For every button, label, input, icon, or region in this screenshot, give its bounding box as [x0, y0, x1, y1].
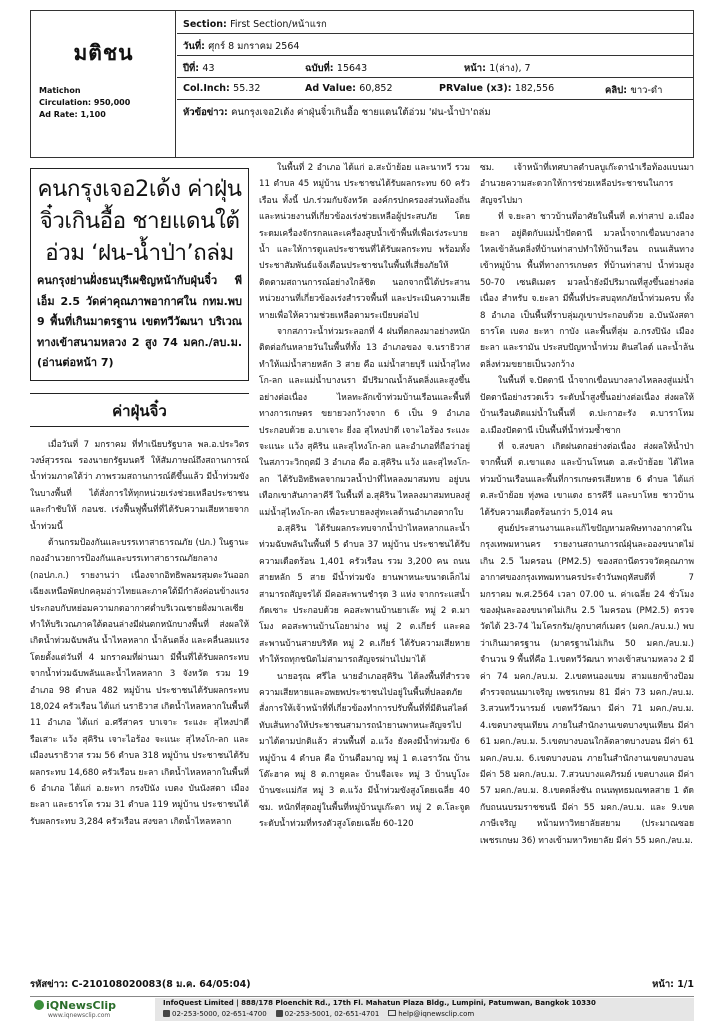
news-id	[30, 977, 251, 992]
date-label: วันที่:	[183, 41, 205, 52]
year-label: ปีที่:	[183, 63, 200, 74]
subhead: ค่าฝุ่นจิ๋ว	[112, 401, 167, 420]
brand-name: iQNewsClip	[46, 999, 116, 1012]
clip-row	[605, 83, 662, 98]
topic-label: หัวข้อข่าว:	[183, 107, 228, 118]
paragraph: จากสภาวะน้ำท่วมระลอกที่ 4 ฝนที่ตกลงมาอย่างหนักติดต่อกันหลายวันในพื้นที่ทั้ง 13 อำเภอของ จ.นราธิวาส ทำให้แม่น้ำสายหลัก 3 สาย คือ แม่น้ำสายบุรี แม่น้ำสุไหงโก-ลก และแม่น้ำบางนรา มีปริมาณน้ำล้นตลิ่งและสูงขึ้นอย่างต่อเนื่อง ไหลทะลักเข้าท่วมบ้านเรือนและพื้นที่ทางการเกษตร ขยายวงกว้างจาก 6 เป็น 9 อำเภอ ประกอบด้วย อ.บาเจาะ ยี่งอ สุไหงปาดี เจาะไอร้อง ระแงะ จะแนะ แว้ง สุคิริน และสุไหงโก-ลก และอำเภอที่ถือว่าอยู่ในสภาวะวิกฤตมี 3 อำเภอ คือ อ.สุคิริน แว้ง และสุไหงโก-ลก ได้รับอิทธิพลจากมวลน้ำป่าที่ไหลลงมาสมทบ อยู่บนเทือกเขาสันกาลาคีรี ในพื้นที่ อ.สุคิริน ไหลลงมาสมทบลงสู่แม่น้ำสุไหงโก-ลก เพื่อระบายลงสู่ทะเลด้านอำเภอตากใบ	[259, 327, 470, 518]
issue-row	[183, 61, 215, 76]
paragraph: ด้านกรมป้องกันและบรรเทาสาธารณภัย (ปภ.) ในฐานะกองอำนวยการป้องกันและบรรเทาสาธารณภัยกลาง (กอปภ.ก.) รายงานว่า เนื่องจากอิทธิพลมรสุมตะวันออกเฉียงเหนือพัดปกคลุมอ่าวไทยและภาคใต้มีกำลังค่อนข้างแรง ประกอบกับหย่อมความกดอากาศต่ำบริเวณชายฝั่งมาเลเซีย ทำให้บริเวณภาคใต้ตอนล่างมีฝนตกหนักบางพื้นที่ ส่งผลให้เกิดน้ำท่วมฉับพลัน น้ำไหลหลาก น้ำล้นตลิ่ง และคลื่นลมแรง โดยตั้งแต่วันที่ 4 มกราคมที่ผ่านมา มีพื้นที่ได้รับผลกระทบจากน้ำท่วมฉับพลันและน้ำไหลหลาก 3 จังหวัด รวม 19 อำเภอ 98 ตำบล 482 หมู่บ้าน ประชาชนได้รับผลกระทบ 18,024 ครัวเรือน ได้แก่ นราธิวาส เกิดน้ำไหลหลากในพื้นที่ 11 อำเภอ ได้แก่ อ.ศรีสาคร บาเจาะ ระแงะ สุไหงปาดี รือเสาะ แว้ง สุคิริน เจาะไอร้อง จะแนะ สุไหงโก-ลก และเมืองนราธิวาส รวม 56 ตำบล 318 หมู่บ้าน ประชาชนได้รับผลกระทบ 14,680 ครัวเรือน ยะลา เกิดน้ำไหลหลากในพื้นที่ 6 อำเภอ ได้แก่ อ.ยะหา กรงปินัง เบตง บันนังสตา เมืองยะลา และธารโต รวม 31 ตำบล 119 หมู่บ้าน ประชาชนได้รับผลกระทบ 3,284 ครัวเรือน สงขลา เกิดน้ำไหลหลาก	[30, 537, 249, 827]
page-label: หน้า:	[464, 63, 486, 74]
paragraph: นายอรุณ ศรีไล นายอำเภอสุคิริน ได้ลงพื้นที่สำรวจความเสียหายและอพยพประชาชนไปอยู่ในพื้นที่ปลอดภัย สั่งการให้เจ้าหน้าที่ที่เกี่ยวข้องทำการปรับพื้นที่ที่มีดินสไลด์ทับเส้นทางให้ประชาชนสามารถนำยานพาหนะสัญจรไปมาได้ตามปกติแล้ว ส่วนพื้นที่ อ.แว้ง ยังคงมีน้ำท่วมขัง 6 หมู่บ้าน 4 ตำบล คือ บ้านตือมาญ หมู่ 1 ต.เอราวัณ บ้านโต๊ะฮาค หมู่ 8 ต.กายูคละ บ้านจือเจะ หมู่ 3 บ้านบูโงะ บ้านซะแม่กัส หมู่ 3 ต.แว้ง มีน้ำท่วมขังสูงโดยเฉลี่ย 40 ซม. หนักที่สุดอยู่ในพื้นที่หมู่บ้านบูเก๊ะตา หมู่ 2 ต.โละจูด ระดับน้ำท่วมที่ทรงตัวสูงโดยเฉลี่ย 60-120	[259, 671, 470, 830]
topic-value: คนกรุงเจอ2เด้ง ค่าฝุ่นจิ๋วเกินอื้อ ชายแดนใต้อ่วม 'ฝน-น้ำป่า'ถล่ม	[231, 107, 491, 118]
paragraph: ในพื้นที่ จ.ปัตตานี น้ำจากเขื่อนบางลางไหลลงสู่แม่น้ำปัตตานีอย่างรวดเร็ว ระดับน้ำสูงขึ้นอย่างต่อเนื่อง ส่งผลให้บ้านเรือนติดแม่น้ำในพื้นที่ ต.ปะกาฮะรัง ต.บาราโหม อ.เมืองปัตตานี เป็นพื้นที่น้ำท่วมซ้ำซาก	[480, 376, 694, 436]
date-row	[183, 39, 299, 54]
clip-value: ขาว-ดำ	[630, 85, 663, 96]
clip-reference	[30, 977, 694, 993]
brand-logo	[34, 999, 116, 1012]
date-value: ศุกร์ 8 มกราคม 2564	[208, 41, 300, 52]
prvalue-label: PRValue (x3):	[439, 83, 512, 94]
deck	[37, 271, 242, 374]
adval-value: 60,852	[359, 83, 393, 94]
article-column-2	[259, 160, 470, 972]
brand	[30, 999, 145, 1021]
clip-header	[30, 10, 694, 158]
topic-row	[183, 105, 491, 120]
section-value: First Section/หน้าแรก	[230, 19, 327, 30]
divider	[177, 99, 694, 100]
headline: คนกรุงเจอ2เด้ง ค่าฝุ่นจิ๋วเกินอื้อ ชายแดนใต้อ่วม ‘ฝน-น้ำป่า’ถล่ม	[37, 176, 242, 266]
colinch-value: 55.32	[233, 83, 261, 94]
publication-meta	[39, 85, 130, 121]
publication-name: Matichon	[39, 86, 81, 95]
page-count-label: หน้า:	[652, 979, 674, 990]
clip-details	[177, 11, 694, 157]
paragraph: ที่ จ.สงขลา เกิดฝนตกอย่างต่อเนื่อง ส่งผลให้น้ำป่าจากพื้นที่ ต.เขาแดง และบ้านโหนด อ.สะบ้าย้อย ได้ไหลท่วมบ้านเรือนและพื้นที่การเกษตรเสียหาย 6 ตำบล ได้แก่ ต.สะบ้าย้อย ทุ่งพอ เขาแดง ธารคีรี และบาโหย ชาวบ้านได้รับความเดือดร้อนกว่า 5,014 คน	[480, 441, 694, 518]
phone-icon	[163, 1010, 170, 1017]
section-label: Section:	[183, 19, 227, 30]
news-id-label: รหัสข่าว:	[30, 979, 69, 990]
divider	[177, 33, 694, 34]
article-column-3	[480, 160, 694, 972]
circulation: Circulation: 950,000	[39, 98, 131, 107]
phone-number: 02-253-5000, 02-651-4700	[172, 1010, 267, 1018]
contact-row	[163, 1009, 694, 1020]
paragraph: ในพื้นที่ 2 อำเภอ ได้แก่ อ.สะบ้าย้อย และนาทวี รวม 11 ตำบล 45 หมู่บ้าน ประชาชนได้รับผลกระทบ 60 ครัวเรือน ทั้งนี้ ปภ.ร่วมกับจังหวัด องค์กรปกครองส่วนท้องถิ่น และหน่วยงานที่เกี่ยวข้องเร่งช่วยเหลือผู้ประสบภัย โดยระดมเครื่องจักรกลและเครื่องสูบน้ำเข้าพื้นที่เพื่อเร่งระบายน้ำ และให้การดูแลประชาชนที่ได้รับผลกระทบ พร้อมทั้งประชาสัมพันธ์แจ้งเตือนประชาชนในพื้นที่เสี่ยงภัยให้ติดตามสถานการณ์อย่างใกล้ชิด นอกจากนี้ได้ประสานหน่วยงานที่เกี่ยวข้องเร่งสำรวจพื้นที่ และประเมินความเสียหายเพื่อให้ความช่วยเหลือตามระเบียบต่อไป	[259, 163, 470, 321]
footer	[30, 996, 694, 1022]
publication-box	[31, 11, 176, 157]
globe-icon	[34, 1000, 44, 1010]
page-count	[652, 977, 694, 992]
page-value: 1(ล่าง), 7	[489, 63, 531, 74]
issue-label: ฉบับที่:	[305, 63, 334, 74]
prvalue-row	[439, 83, 554, 94]
publication-logo: มติชน	[73, 40, 134, 65]
continued-link: (อ่านต่อหน้า 7)	[37, 356, 114, 369]
prvalue-value: 182,556	[514, 83, 555, 94]
divider	[177, 77, 694, 78]
adval-label: Ad Value:	[305, 83, 356, 94]
clip-label: คลิป:	[605, 85, 628, 96]
fax-number: 02-253-5001, 02-651-4701	[284, 1010, 380, 1018]
subhead-box	[30, 393, 249, 427]
ad-rate: Ad Rate: 1,100	[39, 110, 106, 119]
paragraph: ที่ จ.ยะลา ชาวบ้านที่อาศัยในพื้นที่ ต.ท่าสาป อ.เมืองยะลา อยู่ติดกับแม่น้ำปัตตานี มวลน้ำจากเขื่อนบางลาง ไหลเข้าล้นตลิ่งที่บ้านท่าสาปทำให้บ้านเรือน ถนนเส้นทางเข้าหมู่บ้าน พื้นที่ทางการเกษตร ที่บ้านท่าสาป น้ำท่วมสูง 50-70 เซนติเมตร มวลน้ำยังมีปริมาณที่สูงขึ้นอย่างต่อเนื่อง สำหรับ จ.ยะลา มีพื้นที่ประสบอุทกภัยน้ำท่วมครบ ทั้ง 8 อำเภอ เป็นพื้นที่ราบลุ่มภูเขาประกอบด้วย อ.บันนังสตา ธารโต เบตง ยะหา กาบัง และพื้นที่ลุ่ม อ.กรงปินัง เมืองยะลา และรามัน ประสบปัญหาน้ำท่วม ดินสไลด์ และน้ำล้นตลิ่งท่วมขยายเป็นวงกว้าง	[480, 212, 694, 370]
page-row	[464, 61, 531, 76]
fax-icon	[276, 1010, 283, 1017]
contact-bar	[155, 998, 694, 1021]
paragraph: อ.สุคิริน ได้รับผลกระทบจากน้ำป่าไหลหลากและน้ำท่วมฉับพลันในพื้นที่ 5 ตำบล 37 หมู่บ้าน ประชาชนได้รับความเดือดร้อน 1,401 ครัวเรือน รวม 3,200 คน ถนนสายหลัก 5 สาย มีน้ำท่วมขัง ยานพาหนะขนาดเล็กไม่สามารถสัญจรได้ มีคอสะพานชำรุด 3 แห่ง จากกระแสน้ำกัดเซาะ ประกอบด้วย คอสะพานบ้านยาเล๊ะ หมู่ 2 ต.มาโมง คอสะพานบ้านโอยาม่าง หมู่ 2 ต.เกียร์ และคอสะพานบ้านสายบริหัด หมู่ 2 ต.เกียร์ ได้รับความเสียหาย ทำให้รถทุกชนิดไม่สามารถสัญจรผ่านไปมาได้	[259, 523, 470, 666]
issue-number-row	[305, 61, 367, 76]
page-count-value: 1/1	[677, 979, 694, 990]
divider	[177, 55, 694, 56]
article	[30, 160, 694, 972]
issue-value: 15643	[336, 63, 368, 74]
company-address: InfoQuest Limited | 888/178 Ploenchit Rd., 17th Fl. Mahatun Plaza Bldg., Lumpini, Patumwan, Bangkok 10330	[163, 999, 596, 1007]
brand-url: www.iqnewsclip.com	[48, 1012, 111, 1019]
news-id-value: C-210108020083(8 ม.ค. 64/05:04)	[71, 979, 251, 990]
colinch-label: Col.Inch:	[183, 83, 230, 94]
article-column-1	[30, 160, 249, 972]
paragraph: ซม. เจ้าหน้าที่เทศบาลตำบลบูเก๊ะตานำเรือท้องแบนมาอำนวยความสะดวกให้การช่วยเหลือประชาชนในการสัญจรไปมา	[480, 163, 694, 206]
mail-icon	[388, 1010, 396, 1016]
email-address: help@iqnewsclip.com	[398, 1010, 475, 1018]
deck-text: คนกรุงย่านฝั่งธนบุรีเผชิญหน้ากับฝุ่นจิ๋ว พีเอ็ม 2.5 วัดค่าคุณภาพอากาศใน กทม.พบ 9 พื้นที่เกินมาตรฐาน เขตทวีวัฒนา บริเวณทางเข้าสนามหลวง 2 สูง 74 มคก./ลบ.ม.	[37, 274, 242, 349]
paragraph: ศูนย์ประสานงานและแก้ไขปัญหามลพิษทางอากาศในกรุงเทพมหานคร รายงานสถานการณ์ฝุ่นละอองขนาดไม่เกิน 2.5 ไมครอน (PM2.5) ของสถานีตรวจวัดคุณภาพอากาศของกรุงเทพมหานครประจำวันพฤหัสบดีที่ 7 มกราคม พ.ศ.2564 เวลา 07.00 น. ค่าเฉลี่ย 24 ชั่วโมงของฝุ่นละอองขนาดไม่เกิน 2.5 ไมครอน (PM2.5) ตรวจวัดได้ 23-74 ไมโครกรัม/ลูกบาศก์เมตร (มคก./ลบ.ม.) พบว่าเกินมาตรฐาน (มาตรฐานไม่เกิน 50 มคก./ลบ.ม.) จำนวน 9 พื้นที่คือ 1.เขตทวีวัฒนา ทางเข้าสนามหลวง 2 มีค่า 74 มคก./ลบ.ม. 2.เขตหนองแขม สามแยกข้างป้อมตำรวจถนนมาเจริญ เพชรเกษม 81 มีค่า 73 มคก./ลบ.ม. 3.สวนทวีวนารมย์ เขตทวีวัฒนา มีค่า 71 มคก./ลบ.ม. 4.เขตบางขุนเทียน ภายในสำนักงานเขตบางขุนเทียน มีค่า 61 มคก./ลบ.ม. 5.เขตบางบอนใกล้ตลาดบางบอน มีค่า 61 มคก./ลบ.ม. 6.เขตบางบอน ภายในสำนักงานเขตบางบอน มีค่า 58 มคก./ลบ.ม. 7.สวนบางแคภิรมย์ เขตบางแค มีค่า 57 มคก./ลบ.ม. 8.เขตตลิ่งชัน ถนนพุทธมณฑลสาย 1 ตัดกับถนนบรมราชชนนี มีค่า 55 มคก./ลบ.ม. และ 9.เขตภาษีเจริญ หน้ามหาวิทยาลัยสยาม (ประมาณซอยเพชรเกษม 36) ทางเข้ามหาวิทยาลัย มีค่า 55 มคก./ลบ.ม.	[480, 523, 694, 846]
paragraph: เมื่อวันที่ 7 มกราคม ที่ทำเนียบรัฐบาล พล.อ.ประวิตร วงษ์สุวรรณ รองนายกรัฐมนตรี ให้สัมภาษณ์ถึงสถานการณ์น้ำท่วมภาคใต้ว่า ภาพรวมสถานการณ์ดีขึ้นแล้ว มีน้ำท่วมขังในบางพื้นที่ ได้สั่งการให้ทุกหน่วยเร่งช่วยเหลือประชาชน และกำชับให้ กอนช. เร่งฟื้นฟูพื้นที่ที่ได้รับความเสียหายจากน้ำท่วมนี้	[30, 439, 249, 532]
year-value: 43	[202, 63, 215, 74]
column-1-body	[30, 437, 249, 831]
headline-box	[30, 168, 249, 381]
section-row	[183, 17, 327, 32]
colinch-row	[183, 83, 260, 94]
adval-row	[305, 83, 393, 94]
